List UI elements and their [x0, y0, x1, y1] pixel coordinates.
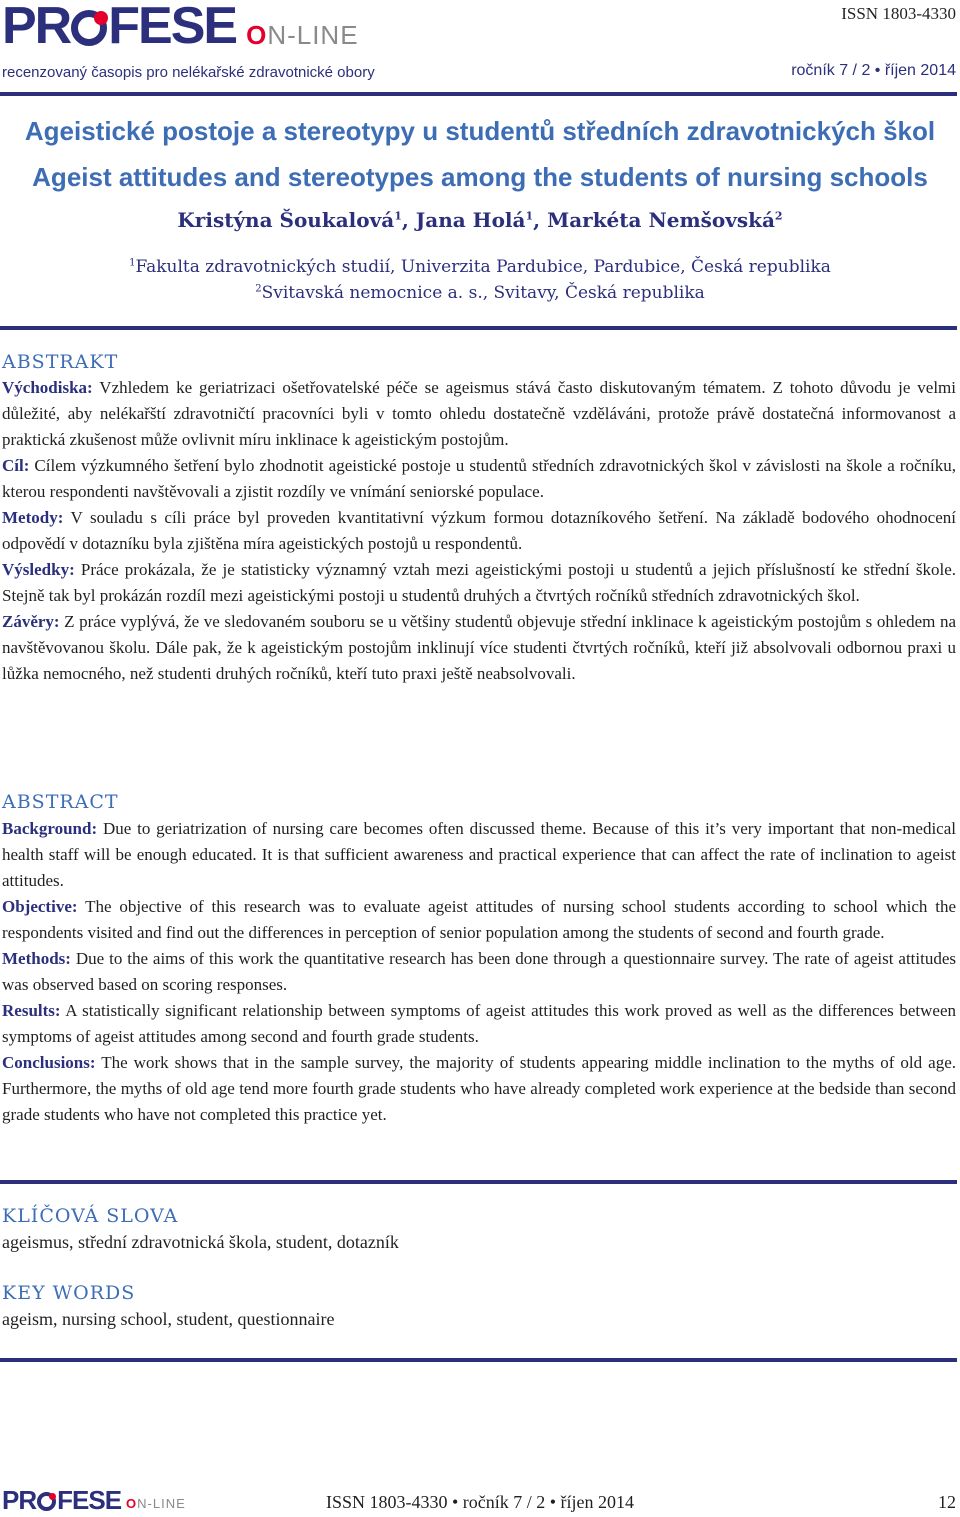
page-number: 12 [938, 1492, 956, 1512]
paragraph-text: A statistically significant relationship between symptoms of ageist attitudes this work proved as well as the differences between symptoms of ageist attitudes among second and fourth grade students. [2, 1001, 956, 1046]
logo-o-icon [71, 10, 107, 46]
abstract-paragraph [2, 946, 956, 998]
paragraph-text: The work shows that in the sample survey, the majority of students appearing middle inclination to the myths of old age. Furthermore, the myths of old age tend more fourth grade students who have already completed work experience at the bedside than second grade students who have not completed this practice yet. [2, 1053, 956, 1124]
header-divider [0, 92, 957, 96]
paragraph-label: Background: [2, 819, 98, 838]
author-list: Kristýna Šoukalová$^1$, Jana Holá$^1$, Markéta Nemšovská$^2$ [177, 208, 783, 232]
paragraph-label: Východiska: [2, 378, 93, 397]
issn-header: ISSN 1803-4330 [841, 4, 956, 23]
logo-online-part-2: N-LINE [267, 20, 359, 50]
title-english: Ageist attitudes and stereotypes among the students of nursing schools [32, 162, 928, 192]
keywords-cz-text: ageismus, střední zdravotnická škola, student, dotazník [2, 1232, 399, 1252]
author-affiliation-mark: 1 [394, 209, 402, 223]
paragraph-label: Metody: [2, 508, 64, 527]
keywords-en-heading: KEY WORDS [2, 1282, 136, 1304]
logo-text-part-2: FESE [108, 0, 237, 55]
affiliation-number: 2 [255, 283, 262, 295]
logo-online-part-2: N-LINE [137, 1496, 186, 1511]
abstract-paragraph [2, 1050, 956, 1128]
abstract-body [2, 816, 956, 1128]
paragraph-label: Methods: [2, 949, 71, 968]
paragraph-text: Cílem výzkumného šetření bylo zhodnotit ageistické postoje u studentů středních zdravotnických škol v závislosti na škole a ročníku, kterou respondenti navštěvovali a zjistit rozdíly ve vnímání seniorské populace. [2, 456, 956, 501]
paragraph-label: Results: [2, 1001, 61, 1020]
affiliation-2 [0, 283, 960, 303]
author-name: Kristýna Šoukalová [177, 208, 395, 232]
paragraph-label: Conclusions: [2, 1053, 96, 1072]
paragraph-text: Práce prokázala, že je statisticky významný vztah mezi ageistickými postoji u studentů a jejich příslušností ke střední škole. Stejně tak byl prokázán rozdíl mezi ageistickými postoji u studentů druhých a čtvrtých ročníků středních zdravotnických škol. [2, 560, 956, 605]
paragraph-label: Výsledky: [2, 560, 75, 579]
author-affiliation-mark: 2 [774, 209, 783, 223]
paragraph-text: Vzhledem ke geriatrizaci ošetřovatelské péče se ageismus stává často diskutovaným tématem. Z tohoto důvodu je velmi důležité, aby nelékařští zdravotničtí pracovníci byli v tomto ohledu dostatečně vzděláváni, protože právě dostatečná informovanost a praktická zkušenost může ovlivnit míru inklinace k ageistickým postojům. [2, 378, 956, 449]
logo-online-part-1: O [246, 20, 268, 50]
logo-online-part-1: O [126, 1496, 138, 1511]
paragraph-text: Due to geriatrization of nursing care becomes often discussed theme. Because of this it’s very important that non-medical health staff will be enough educated. It is that sufficient awareness and practical experience that can affect the rate of inclination to ageist attitudes. [2, 819, 956, 890]
paragraph-label: Objective: [2, 897, 78, 916]
abstrakt-body [2, 375, 956, 687]
affiliation-text: Fakulta zdravotnických studií, Univerzita Pardubice, Pardubice, Česká republika [135, 257, 831, 277]
abstrakt-paragraph [2, 375, 956, 453]
logo-text-part-2: FESE [57, 1485, 122, 1515]
affiliation-1 [0, 257, 960, 277]
author-name: Jana Holá [415, 208, 526, 232]
keywords-divider-bottom [0, 1358, 957, 1362]
abstrakt-paragraph [2, 609, 956, 687]
abstract-paragraph [2, 816, 956, 894]
logo-text-part-1: PR [2, 0, 71, 55]
abstrakt-paragraph [2, 557, 956, 609]
abstrakt-paragraph [2, 453, 956, 505]
journal-logo [2, 0, 359, 55]
abstract-heading: ABSTRACT [2, 791, 119, 813]
journal-tagline: recenzovaný časopis pro nelékařské zdravotnické obory [2, 64, 375, 81]
abstrakt-heading: ABSTRAKT [2, 351, 119, 373]
affiliation-number: 1 [129, 257, 136, 269]
author-affiliation-mark: 1 [525, 209, 534, 223]
abstract-paragraph [2, 894, 956, 946]
paragraph-text: Due to the aims of this work the quantitative research has been done through a questionnaire survey. The rate of ageist attitudes was observed based on scoring responses. [2, 949, 956, 994]
paragraph-text: V souladu s cíli práce byl proveden kvantitativní výzkum formou dotazníkového šetření. Na základě bodového ohodnocení odpovědí v dotazníku byla zjištěna míra ageistických postojů u respondentů. [2, 508, 956, 553]
keywords-cz-heading: KLÍČOVÁ SLOVA [2, 1205, 179, 1227]
paragraph-text: Z práce vyplývá, že ve sledovaném souboru se u většiny studentů objevuje střední inklinace k ageistickým postojům s ohledem na navštěvovanou školu. Dále pak, že k ageistickým postojům inklinují více studenti čtvrtých ročníků, kteří již absolvovali odbornou praxi u lůžka nemocného, než studenti druhých ročníků, kteří tuto praxi ještě neabsolvovali. [2, 612, 956, 683]
affiliation-text: Svitavská nemocnice a. s., Svitavy, Česká republika [261, 283, 705, 303]
logo-text-part-1: PR [2, 1485, 37, 1515]
footer-issn: ISSN 1803-4330 • ročník 7 / 2 • říjen 2014 [325, 1492, 635, 1512]
paragraph-label: Cíl: [2, 456, 30, 475]
paragraph-label: Závěry: [2, 612, 60, 631]
paragraph-text: The objective of this research was to evaluate ageist attitudes of nursing school students according to school which the respondents visited and find out the differences in perception of senior population among the students of second and fourth grade. [2, 897, 956, 942]
title-divider [0, 326, 957, 330]
issue-info: ročník 7 / 2 • říjen 2014 [791, 62, 956, 79]
abstrakt-paragraph [2, 505, 956, 557]
abstract-paragraph [2, 998, 956, 1050]
author-name: Markéta Nemšovská [547, 208, 775, 232]
title-czech: Ageistické postoje a stereotypy u studentů středních zdravotnických škol [24, 116, 936, 146]
keywords-divider-top [0, 1180, 957, 1184]
keywords-en-text: ageism, nursing school, student, questionnaire [2, 1309, 335, 1329]
